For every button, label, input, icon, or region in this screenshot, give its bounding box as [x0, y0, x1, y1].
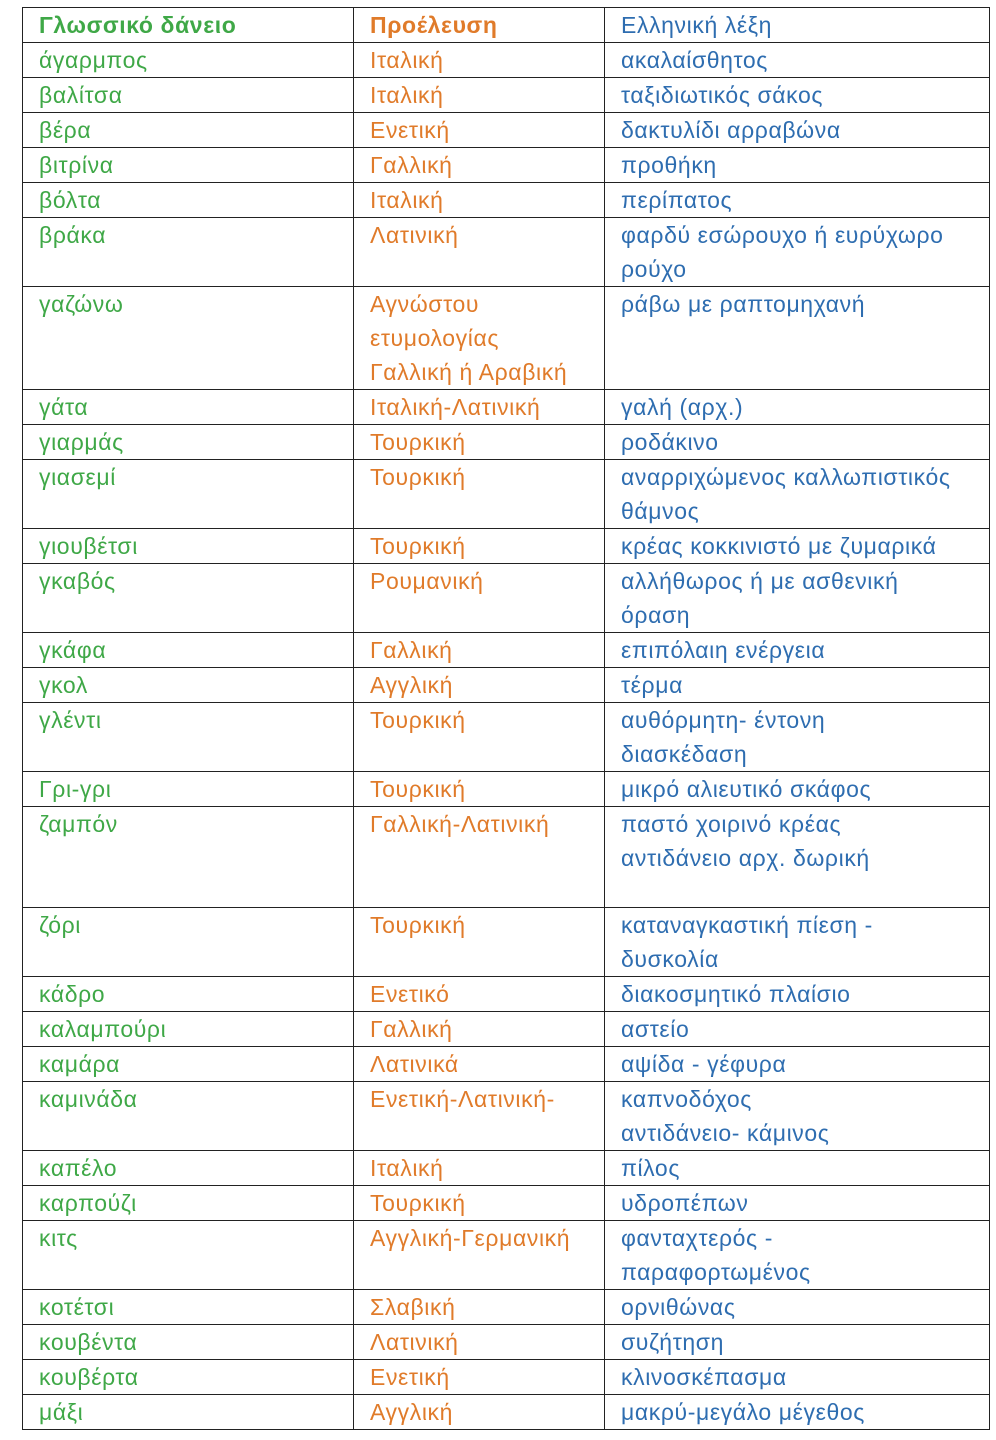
greek-word-cell: αψίδα - γέφυρα: [605, 1047, 990, 1082]
origin-cell: Τουρκική: [354, 425, 605, 460]
greek-word-cell: ορνιθώνας: [605, 1290, 990, 1325]
origin-cell: Αγγλική: [354, 1395, 605, 1430]
loanword-cell: γιασεμί: [23, 460, 354, 529]
loanword-cell: κάδρο: [23, 977, 354, 1012]
origin-cell: Ιταλική: [354, 1151, 605, 1186]
table-row: [23, 1012, 990, 1047]
origin-cell: Ιταλική: [354, 78, 605, 113]
table-row: [23, 529, 990, 564]
origin-cell: Γαλλική: [354, 633, 605, 668]
loanword-cell: άγαρμπος: [23, 43, 354, 78]
greek-word-cell: παστό χοιρινό κρέας αντιδάνειο αρχ. δωρική: [605, 807, 990, 908]
table-row: [23, 668, 990, 703]
greek-word-cell: καταναγκαστική πίεση - δυσκολία: [605, 908, 990, 977]
table-row: [23, 148, 990, 183]
origin-cell: Γαλλική: [354, 1012, 605, 1047]
greek-word-cell: προθήκη: [605, 148, 990, 183]
loanword-cell: γάτα: [23, 390, 354, 425]
origin-cell: Γαλλική-Λατινική: [354, 807, 605, 908]
loanwords-table: [22, 7, 990, 1430]
loanword-cell: βιτρίνα: [23, 148, 354, 183]
greek-word-cell: υδροπέπων: [605, 1186, 990, 1221]
loanword-cell: γκολ: [23, 668, 354, 703]
table-row: [23, 1221, 990, 1290]
table-row: [23, 43, 990, 78]
table-row: [23, 977, 990, 1012]
loanword-cell: βόλτα: [23, 183, 354, 218]
table-row: [23, 908, 990, 977]
loanword-cell: κιτς: [23, 1221, 354, 1290]
loanword-cell: κουβέρτα: [23, 1360, 354, 1395]
loanword-cell: γκαβός: [23, 564, 354, 633]
origin-cell: Τουρκική: [354, 529, 605, 564]
loanword-cell: βέρα: [23, 113, 354, 148]
origin-cell: Τουρκική: [354, 703, 605, 772]
table-row: [23, 564, 990, 633]
greek-word-cell: διακοσμητικό πλαίσιο: [605, 977, 990, 1012]
table-row: [23, 1082, 990, 1151]
table-row: [23, 703, 990, 772]
loanword-cell: γιουβέτσι: [23, 529, 354, 564]
table-row: [23, 1151, 990, 1186]
greek-word-cell: αναρριχώμενος καλλωπιστικός θάμνος: [605, 460, 990, 529]
greek-word-cell: μακρύ-μεγάλο μέγεθος: [605, 1395, 990, 1430]
table-row: [23, 1186, 990, 1221]
origin-cell: Τουρκική: [354, 772, 605, 807]
greek-word-cell: τέρμα: [605, 668, 990, 703]
loanword-cell: καμάρα: [23, 1047, 354, 1082]
table-row: [23, 807, 990, 908]
origin-cell: Ενετική: [354, 1360, 605, 1395]
origin-cell: Τουρκική: [354, 460, 605, 529]
origin-cell: Γαλλική: [354, 148, 605, 183]
greek-word-cell: ροδάκινο: [605, 425, 990, 460]
origin-cell: Λατινική: [354, 218, 605, 287]
greek-word-cell: κλινοσκέπασμα: [605, 1360, 990, 1395]
loanword-cell: καπέλο: [23, 1151, 354, 1186]
table-row: [23, 183, 990, 218]
origin-cell: Τουρκική: [354, 908, 605, 977]
origin-cell: Αγνώστου ετυμολογίας Γαλλική ή Αραβική: [354, 287, 605, 390]
greek-word-cell: φανταχτερός - παραφορτωμένος: [605, 1221, 990, 1290]
table-row: [23, 772, 990, 807]
table-header-row: [23, 8, 990, 43]
loanword-cell: καλαμπούρι: [23, 1012, 354, 1047]
origin-cell: Τουρκική: [354, 1186, 605, 1221]
origin-cell: Σλαβική: [354, 1290, 605, 1325]
greek-word-cell: ράβω με ραπτομηχανή: [605, 287, 990, 390]
table-row: [23, 460, 990, 529]
greek-word-cell: μικρό αλιευτικό σκάφος: [605, 772, 990, 807]
loanword-cell: ζαμπόν: [23, 807, 354, 908]
table-row: [23, 1360, 990, 1395]
origin-cell: Αγγλική: [354, 668, 605, 703]
table-row: [23, 633, 990, 668]
table-row: [23, 1395, 990, 1430]
origin-cell: Αγγλική-Γερμανική: [354, 1221, 605, 1290]
table-row: [23, 287, 990, 390]
origin-cell: Ενετικό: [354, 977, 605, 1012]
loanword-cell: γιαρμάς: [23, 425, 354, 460]
loanword-cell: γαζώνω: [23, 287, 354, 390]
loanword-cell: ζόρι: [23, 908, 354, 977]
table-row: [23, 1325, 990, 1360]
origin-cell: Ιταλική: [354, 43, 605, 78]
origin-cell: Ενετική: [354, 113, 605, 148]
loanword-cell: γλέντι: [23, 703, 354, 772]
loanword-cell: βράκα: [23, 218, 354, 287]
greek-word-cell: δακτυλίδι αρραβώνα: [605, 113, 990, 148]
loanword-cell: γκάφα: [23, 633, 354, 668]
table-row: [23, 218, 990, 287]
greek-word-cell: συζήτηση: [605, 1325, 990, 1360]
header-loanword: Γλωσσικό δάνειο: [23, 8, 354, 43]
table-body: [23, 43, 990, 1430]
table-row: [23, 78, 990, 113]
loanword-cell: καμινάδα: [23, 1082, 354, 1151]
greek-word-cell: αστείο: [605, 1012, 990, 1047]
greek-word-cell: ταξιδιωτικός σάκος: [605, 78, 990, 113]
origin-cell: Λατινικά: [354, 1047, 605, 1082]
greek-word-cell: περίπατος: [605, 183, 990, 218]
greek-word-cell: γαλή (αρχ.): [605, 390, 990, 425]
table-row: [23, 425, 990, 460]
table-row: [23, 113, 990, 148]
origin-cell: Ενετική-Λατινική-: [354, 1082, 605, 1151]
loanword-cell: κουβέντα: [23, 1325, 354, 1360]
loanword-cell: μάξι: [23, 1395, 354, 1430]
header-origin: Προέλευση: [354, 8, 605, 43]
greek-word-cell: επιπόλαιη ενέργεια: [605, 633, 990, 668]
greek-word-cell: πίλος: [605, 1151, 990, 1186]
loanword-cell: Γρι-γρι: [23, 772, 354, 807]
greek-word-cell: φαρδύ εσώρουχο ή ευρύχωρο ρούχο: [605, 218, 990, 287]
table-row: [23, 1047, 990, 1082]
loanword-cell: καρπούζι: [23, 1186, 354, 1221]
greek-word-cell: καπνοδόχος αντιδάνειο- κάμινος: [605, 1082, 990, 1151]
header-greek-word: Ελληνική λέξη: [605, 8, 990, 43]
greek-word-cell: αυθόρμητη- έντονη διασκέδαση: [605, 703, 990, 772]
loanword-cell: κοτέτσι: [23, 1290, 354, 1325]
origin-cell: Ρουμανική: [354, 564, 605, 633]
table-row: [23, 390, 990, 425]
origin-cell: Ιταλική-Λατινική: [354, 390, 605, 425]
greek-word-cell: κρέας κοκκινιστό με ζυμαρικά: [605, 529, 990, 564]
loanword-cell: βαλίτσα: [23, 78, 354, 113]
origin-cell: Λατινική: [354, 1325, 605, 1360]
greek-word-cell: ακαλαίσθητος: [605, 43, 990, 78]
table-row: [23, 1290, 990, 1325]
greek-word-cell: αλλήθωρος ή με ασθενική όραση: [605, 564, 990, 633]
origin-cell: Ιταλική: [354, 183, 605, 218]
